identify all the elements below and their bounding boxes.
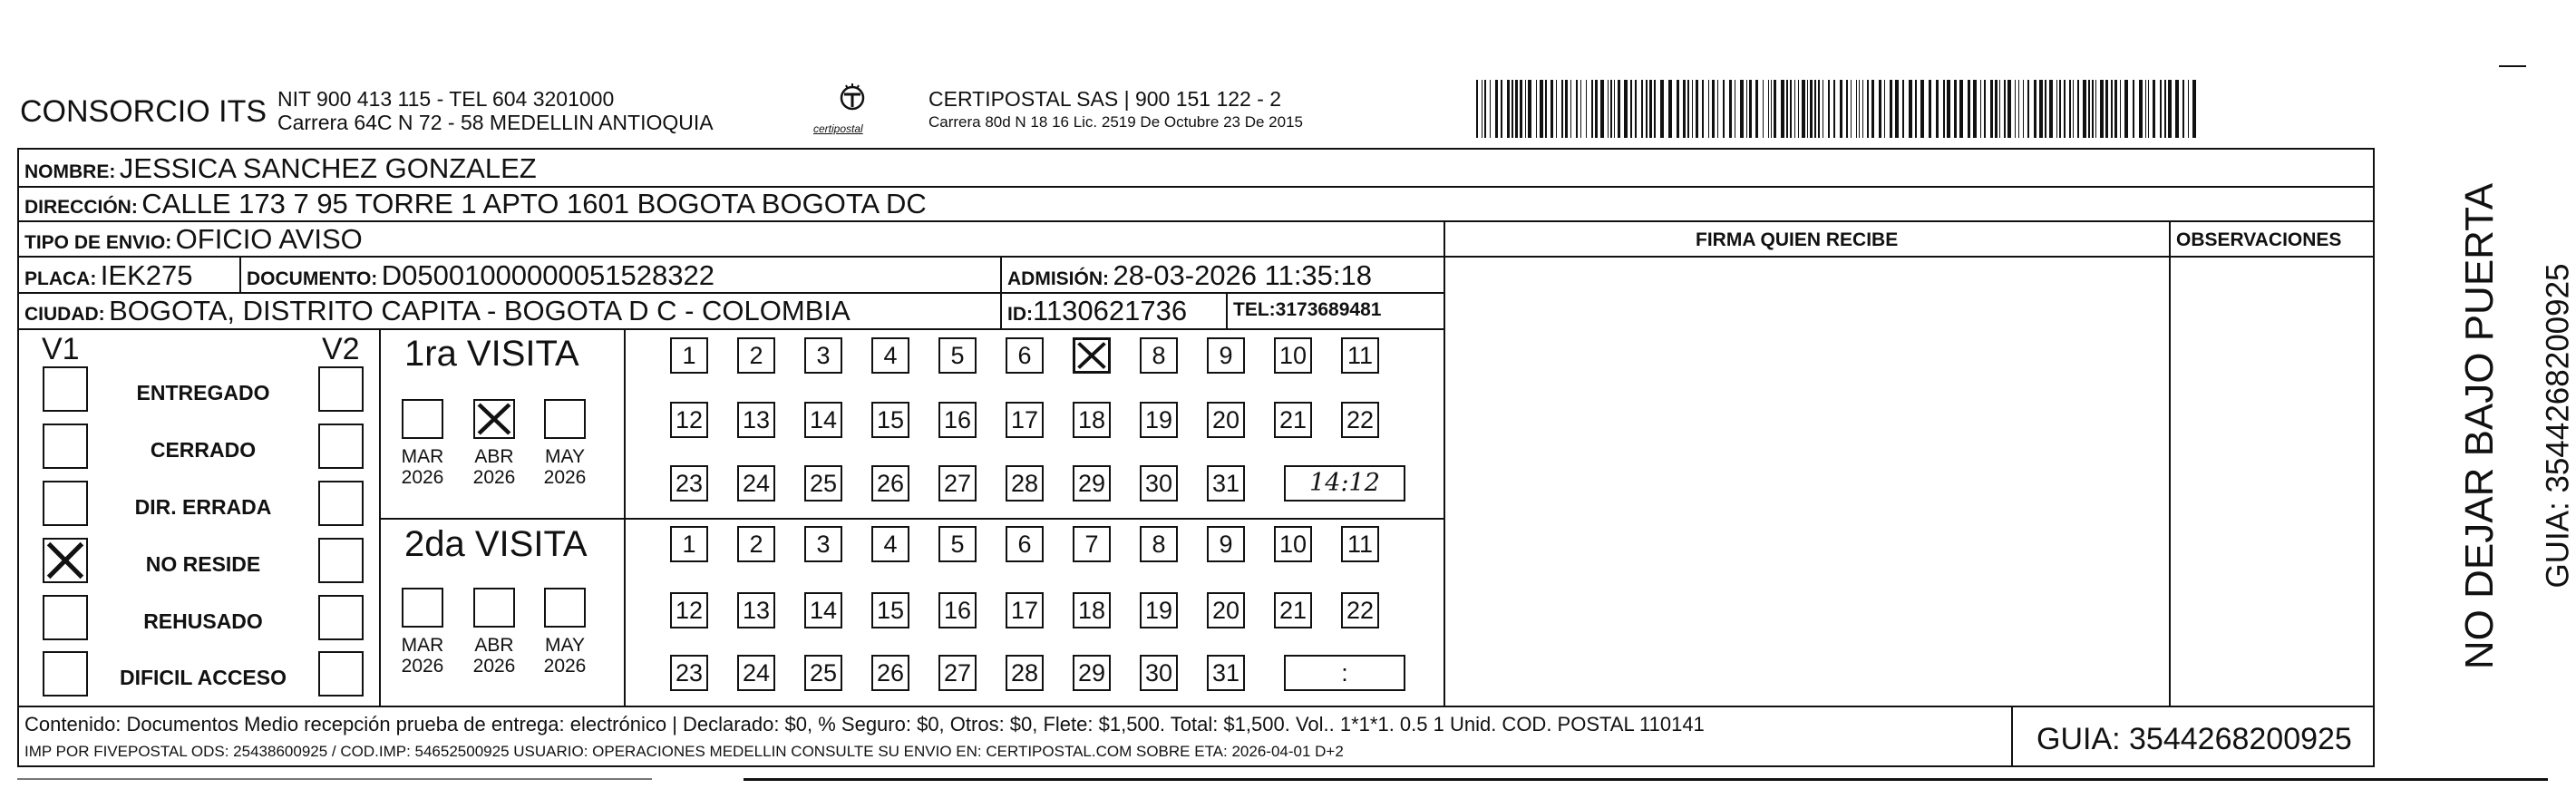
day-box[interactable]: 20 (1207, 402, 1245, 438)
barcode-bar (1692, 80, 1693, 138)
day-box[interactable]: 11 (1341, 526, 1379, 562)
month-label: MAR 2026 (401, 446, 444, 488)
barcode-bar (1740, 80, 1744, 138)
day-box[interactable]: 7 (1073, 526, 1111, 562)
barcode-bar (1536, 80, 1537, 138)
day-box[interactable]: 2 (737, 526, 775, 562)
day-box[interactable]: 29 (1073, 655, 1111, 691)
v2-checkbox[interactable] (318, 366, 364, 412)
month-checkbox[interactable] (402, 399, 443, 439)
barcode-bar (2049, 80, 2053, 138)
barcode-bar (2160, 80, 2162, 138)
barcode-bar (1610, 80, 1612, 138)
barcode-bar (1595, 80, 1598, 138)
barcode-bar (1851, 80, 1852, 138)
barcode-bar (2175, 80, 2179, 138)
barcode-bar (1608, 80, 1609, 138)
barcode-bar (1520, 80, 1522, 138)
month-checkbox[interactable] (473, 399, 515, 439)
day-box[interactable]: 10 (1274, 526, 1312, 562)
barcode-bar (2004, 80, 2006, 138)
barcode-bar (1712, 80, 1715, 138)
day-box[interactable]: 30 (1140, 465, 1178, 502)
barcode-bar (1862, 80, 1863, 138)
month-checkbox[interactable] (402, 588, 443, 628)
barcode-bar (1501, 80, 1502, 138)
month-label: ABR 2026 (472, 635, 516, 677)
day-box[interactable]: 21 (1274, 592, 1312, 628)
barcode-bar (1723, 80, 1725, 138)
day-box[interactable] (1073, 337, 1111, 374)
barcode-bar (1999, 80, 2000, 138)
id-label: ID: (1007, 304, 1033, 325)
barcode-bar (2056, 80, 2057, 138)
day-box[interactable]: 24 (737, 655, 775, 691)
barcode-bar (1654, 80, 1656, 138)
barcode-bar (1954, 80, 1957, 138)
v2-checkbox[interactable] (318, 481, 364, 526)
barcode-bar (2153, 80, 2155, 138)
day-box[interactable]: 11 (1341, 337, 1379, 374)
documento: D05001000000051528322 (381, 259, 714, 291)
barcode-bar (1683, 80, 1686, 138)
barcode-bar (1677, 80, 1679, 138)
barcode-bar (2168, 80, 2172, 138)
barcode-bar (1512, 80, 1513, 138)
barcode-bar (1702, 80, 1704, 138)
barcode-bar (1840, 80, 1842, 138)
admision: 28-03-2026 11:35:18 (1113, 259, 1373, 291)
day-box[interactable]: 19 (1140, 402, 1178, 438)
v1-checkbox[interactable] (43, 595, 88, 640)
barcode-bar (2064, 80, 2066, 138)
direccion-label: DIRECCIÓN: (24, 197, 138, 218)
barcode-bar (1890, 80, 1892, 138)
company-name: CONSORCIO ITS (20, 94, 267, 129)
barcode-bar (2148, 80, 2149, 138)
barcode-bar (2083, 80, 2086, 138)
barcode-bar (2059, 80, 2061, 138)
carrier-address: Carrera 80d N 18 16 Lic. 2519 De Octubre 23 De 2015 (928, 113, 1303, 131)
day-box[interactable]: 4 (871, 337, 909, 374)
barcode-bar (1929, 80, 1931, 138)
barcode-bar (2069, 80, 2071, 138)
barcode-bar (1818, 80, 1820, 138)
barcode-bar (1774, 80, 1776, 138)
barcode-bar (1902, 80, 1904, 138)
day-box[interactable]: 17 (1006, 402, 1044, 438)
day-box[interactable]: 18 (1073, 402, 1111, 438)
month-checkbox[interactable] (544, 588, 586, 628)
barcode (1476, 80, 2200, 138)
status-label: DIFICIL ACCESO (119, 666, 287, 689)
status-label: DIR. ERRADA (134, 495, 272, 519)
nombre-label: NOMBRE: (24, 161, 116, 182)
barcode-bar (1649, 80, 1652, 138)
day-box[interactable]: 1 (670, 337, 708, 374)
barcode-bar (1947, 80, 1950, 138)
day-box[interactable]: 6 (1006, 337, 1044, 374)
barcode-bar (2120, 80, 2121, 138)
day-box[interactable]: 27 (938, 465, 977, 502)
barcode-bar (1600, 80, 1604, 138)
barcode-bar (1540, 80, 1543, 138)
day-box[interactable]: 14 (804, 592, 842, 628)
day-box[interactable]: 31 (1207, 655, 1245, 691)
barcode-bar (1476, 80, 1478, 138)
day-box[interactable]: 31 (1207, 465, 1245, 502)
day-box[interactable]: 5 (938, 337, 977, 374)
day-box[interactable]: 13 (737, 592, 775, 628)
barcode-bar (2124, 80, 2128, 138)
barcode-bar (2073, 80, 2074, 138)
day-box[interactable]: 23 (670, 465, 708, 502)
barcode-bar (1576, 80, 1578, 138)
day-box[interactable]: 29 (1073, 465, 1111, 502)
day-box[interactable]: 27 (938, 655, 977, 691)
barcode-bar (2039, 80, 2043, 138)
barcode-bar (2088, 80, 2090, 138)
barcode-bar (1550, 80, 1553, 138)
v1-checkbox[interactable] (43, 366, 88, 412)
v2-checkbox[interactable] (318, 424, 364, 469)
barcode-bar (1828, 80, 1830, 138)
footer-content: Contenido: Documentos Medio recepción prueba de entrega: electrónico | Declarado: $0, % Seguro: $0, Otros: $0, Flete: $1,500. Total: $1,500. Vol.. 1*1*1. 0.5 1 Unid. COD. POSTAL 110141 (24, 713, 1705, 735)
barcode-bar (1959, 80, 1963, 138)
day-box[interactable]: 9 (1207, 526, 1245, 562)
barcode-bar (1495, 80, 1498, 138)
placa: IEK275 (100, 259, 193, 291)
barcode-bar (1484, 80, 1486, 138)
day-box[interactable]: 21 (1274, 402, 1312, 438)
barcode-bar (1943, 80, 1945, 138)
firma-header: FIRMA QUIEN RECIBE (1696, 229, 1899, 250)
barcode-bar (2045, 80, 2046, 138)
day-box[interactable]: 3 (804, 337, 842, 374)
barcode-bar (1570, 80, 1571, 138)
tipo-envio-label: TIPO DE ENVIO: (24, 232, 172, 253)
barcode-bar (2015, 80, 2016, 138)
day-box[interactable]: 23 (670, 655, 708, 691)
barcode-bar (1668, 80, 1672, 138)
barcode-bar (1871, 80, 1874, 138)
barcode-bar (2034, 80, 2036, 138)
barcode-bar (1984, 80, 1986, 138)
barcode-bar (1630, 80, 1632, 138)
admision-label: ADMISIÓN: (1007, 268, 1109, 289)
v1-checkbox[interactable] (43, 424, 88, 469)
footer-guia: GUIA: 3544268200925 (2036, 722, 2352, 756)
barcode-bar (1781, 80, 1784, 138)
v2-checkbox[interactable] (318, 595, 364, 640)
month-label: MAY 2026 (543, 446, 587, 488)
company-address: Carrera 64C N 72 - 58 MEDELLIN ANTIOQUIA (277, 111, 714, 134)
day-box[interactable]: 9 (1207, 337, 1245, 374)
barcode-bar (1708, 80, 1709, 138)
barcode-bar (2092, 80, 2094, 138)
v1-label: V1 (42, 332, 80, 366)
status-label: CERRADO (150, 438, 257, 462)
barcode-bar (1790, 80, 1792, 138)
barcode-bar (1646, 80, 1648, 138)
side-text (2385, 172, 2576, 689)
barcode-bar (1867, 80, 1869, 138)
v1-checkbox[interactable] (43, 481, 88, 526)
day-box[interactable]: 1 (670, 526, 708, 562)
barcode-bar (1794, 80, 1795, 138)
day-box[interactable]: 15 (871, 592, 909, 628)
barcode-bar (1798, 80, 1799, 138)
ciudad-label: CIUDAD: (24, 304, 105, 325)
barcode-bar (2139, 80, 2143, 138)
barcode-bar (1990, 80, 1993, 138)
recipient-name: JESSICA SANCHEZ GONZALEZ (119, 152, 537, 184)
barcode-bar (1586, 80, 1587, 138)
footer-print-info: IMP POR FIVEPOSTAL ODS: 25438600925 / COD.IMP: 54652500925 USUARIO: OPERACIONES MEDELLIN CONSULTE SU ENVIO EN: CERTIPOSTAL.COM SOBRE ETA: 2026-04-01 D+2 (24, 743, 1344, 760)
barcode-bar (2133, 80, 2134, 138)
barcode-bar (1980, 80, 1981, 138)
day-box[interactable]: 24 (737, 465, 775, 502)
barcode-bar (1746, 80, 1747, 138)
month-checkbox[interactable] (473, 588, 515, 628)
form-frame (17, 148, 2375, 767)
day-box[interactable]: 4 (871, 526, 909, 562)
observaciones-header: OBSERVACIONES (2176, 229, 2342, 250)
v2-checkbox[interactable] (318, 651, 364, 696)
day-box[interactable]: 5 (938, 526, 977, 562)
v1-checkbox[interactable] (43, 538, 88, 583)
barcode-bar (1490, 80, 1491, 138)
barcode-bar (1802, 80, 1805, 138)
side-warning: NO DEJAR BAJO PUERTA (2457, 182, 2502, 670)
barcode-bar (1768, 80, 1769, 138)
barcode-bar (2105, 80, 2108, 138)
barcode-bar (1879, 80, 1881, 138)
ciudad: BOGOTA, DISTRITO CAPITA - BOGOTA D C - COLOMBIA (109, 295, 851, 326)
day-box[interactable]: 26 (871, 655, 909, 691)
day-box[interactable]: 28 (1006, 655, 1044, 691)
barcode-bar (2077, 80, 2079, 138)
barcode-bar (1660, 80, 1664, 138)
day-box[interactable]: 16 (938, 402, 977, 438)
day-box[interactable]: 2 (737, 337, 775, 374)
visit2-title: 2da VISITA (404, 524, 588, 564)
day-box[interactable]: 19 (1140, 592, 1178, 628)
status-label: ENTREGADO (136, 381, 270, 404)
status-label: NO RESIDE (145, 552, 261, 576)
company-nit: NIT 900 413 115 - TEL 604 3201000 (277, 87, 615, 111)
month-label: ABR 2026 (472, 446, 516, 488)
day-box[interactable]: 28 (1006, 465, 1044, 502)
barcode-bar (2027, 80, 2029, 138)
recipient-id: 1130621736 (1033, 295, 1188, 326)
day-box[interactable]: 14 (804, 402, 842, 438)
v2-checkbox[interactable] (318, 538, 364, 583)
recipient-address: CALLE 173 7 95 TORRE 1 APTO 1601 BOGOTA BOGOTA DC (141, 188, 927, 219)
day-box[interactable]: 25 (804, 655, 842, 691)
barcode-bar (1763, 80, 1764, 138)
barcode-bar (1729, 80, 1732, 138)
day-box[interactable]: 20 (1207, 592, 1245, 628)
barcode-bar (1973, 80, 1977, 138)
barcode-bar (1995, 80, 1998, 138)
barcode-bar (1936, 80, 1939, 138)
tel-label: TEL: (1233, 299, 1276, 320)
barcode-bar (1915, 80, 1917, 138)
barcode-bar (2111, 80, 2113, 138)
day-box[interactable]: 8 (1140, 526, 1178, 562)
documento-label: DOCUMENTO: (247, 268, 378, 289)
barcode-bar (1641, 80, 1643, 138)
barcode-bar (2100, 80, 2104, 138)
barcode-bar (1814, 80, 1816, 138)
barcode-bar (1856, 80, 1857, 138)
barcode-bar (1749, 80, 1752, 138)
time-box[interactable]: 14:12 (1284, 465, 1405, 502)
day-box[interactable]: 26 (871, 465, 909, 502)
day-box[interactable]: 30 (1140, 655, 1178, 691)
barcode-bar (1545, 80, 1547, 138)
barcode-bar (1833, 80, 1835, 138)
day-box[interactable]: 22 (1341, 592, 1379, 628)
day-box[interactable]: 15 (871, 402, 909, 438)
certipostal-logo-text: certipostal (813, 122, 863, 135)
barcode-bar (2007, 80, 2011, 138)
day-box[interactable]: 18 (1073, 592, 1111, 628)
recipient-tel: 3173689481 (1275, 299, 1382, 320)
barcode-bar (1525, 80, 1526, 138)
v1-checkbox[interactable] (43, 651, 88, 696)
day-box[interactable]: 10 (1274, 337, 1312, 374)
barcode-bar (1515, 80, 1518, 138)
carrier-name: CERTIPOSTAL SAS | 900 151 122 - 2 (928, 87, 1282, 111)
placa-label: PLACA: (24, 268, 97, 289)
v2-label: V2 (322, 332, 360, 366)
barcode-bar (1561, 80, 1563, 138)
day-box[interactable]: 13 (737, 402, 775, 438)
barcode-bar (2114, 80, 2117, 138)
month-label: MAY 2026 (543, 635, 587, 677)
barcode-bar (1846, 80, 1848, 138)
barcode-bar (1580, 80, 1581, 138)
barcode-bar (1717, 80, 1718, 138)
status-label: REHUSADO (143, 609, 263, 633)
month-label: MAR 2026 (401, 635, 444, 677)
barcode-bar (2095, 80, 2096, 138)
day-box[interactable]: 12 (670, 402, 708, 438)
barcode-bar (1859, 80, 1860, 138)
barcode-bar (1807, 80, 1808, 138)
barcode-bar (1614, 80, 1615, 138)
barcode-bar (2192, 80, 2196, 138)
barcode-bar (1635, 80, 1637, 138)
month-checkbox[interactable] (544, 399, 586, 439)
barcode-bar (1786, 80, 1788, 138)
barcode-bar (1618, 80, 1620, 138)
barcode-bar (1884, 80, 1885, 138)
barcode-bar (1565, 80, 1568, 138)
barcode-bar (1895, 80, 1899, 138)
barcode-bar (2182, 80, 2184, 138)
barcode-bar (1507, 80, 1510, 138)
day-box[interactable]: 17 (1006, 592, 1044, 628)
barcode-bar (1755, 80, 1758, 138)
barcode-bar (1556, 80, 1557, 138)
tipo-envio: OFICIO AVISO (175, 223, 363, 255)
day-box[interactable]: 25 (804, 465, 842, 502)
barcode-bar (1528, 80, 1531, 138)
day-box[interactable]: 8 (1140, 337, 1178, 374)
barcode-bar (2023, 80, 2024, 138)
barcode-bar (1687, 80, 1689, 138)
barcode-bar (1810, 80, 1813, 138)
day-box[interactable]: 22 (1341, 402, 1379, 438)
barcode-bar (2018, 80, 2019, 138)
time-box[interactable]: : (1284, 655, 1405, 691)
day-box[interactable]: 12 (670, 592, 708, 628)
top-right-dash (2499, 65, 2526, 67)
visit1-title: 1ra VISITA (404, 334, 579, 374)
barcode-bar (1920, 80, 1924, 138)
day-box[interactable]: 6 (1006, 526, 1044, 562)
side-guia: GUIA: 3544268200925 (2540, 263, 2576, 589)
barcode-bar (2164, 80, 2166, 138)
barcode-bar (2188, 80, 2189, 138)
barcode-bar (1591, 80, 1593, 138)
barcode-bar (1771, 80, 1772, 138)
barcode-bar (1624, 80, 1628, 138)
day-box[interactable]: 16 (938, 592, 977, 628)
day-box[interactable]: 3 (804, 526, 842, 562)
barcode-bar (1696, 80, 1698, 138)
barcode-bar (1909, 80, 1912, 138)
barcode-bar (2145, 80, 2146, 138)
barcode-bar (1968, 80, 1970, 138)
